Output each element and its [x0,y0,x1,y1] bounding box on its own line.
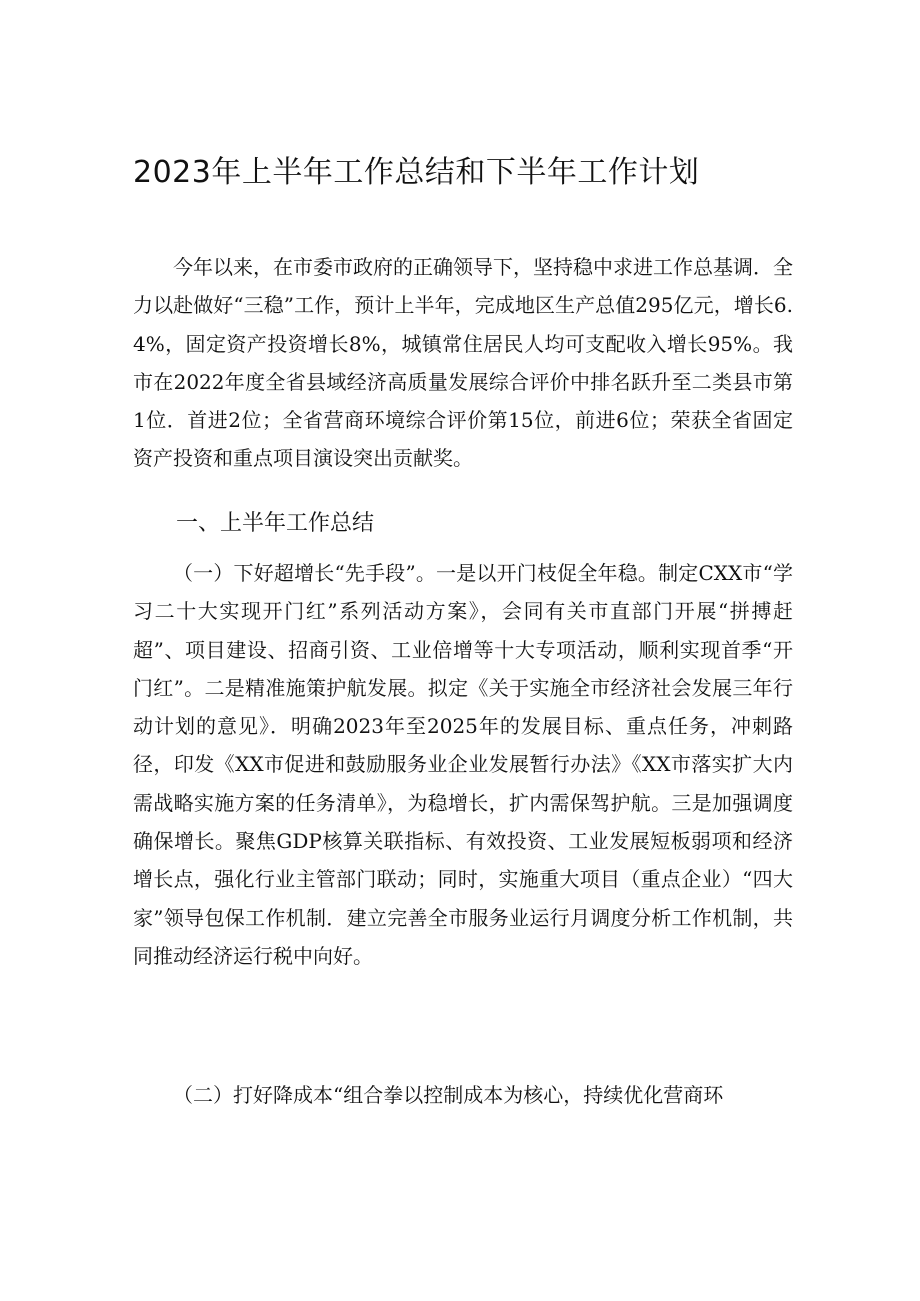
intro-paragraph: 今年以来，在市委市政府的正确领导下，坚持稳中求进工作总基调．全力以赴做好“三稳”工作，预计上半年，完成地区生产总值295亿元，增长6.4%，固定资产投资增长8%，城镇常住居民人均可支配收入增长95%。我市在2022年度全省县域经济高质量发展综合评价中排名跃升至二类县市第1位．首进2位；全省营商环境综合评价第15位，前进6位；荣获全省固定资产投资和重点项目演设突出贡献奖。 [133,255,793,471]
section-heading-first-half-summary: 一、上半年工作总结 [176,511,375,536]
section1-item1-paragraph: （一）下好超增长“先手段”。一是以开门枝促全年稳。制定CXX市“学习二十大实现开门红”系列活动方案》，会同有关市直部门开展“拼搏赶超”、项目建设、招商引资、工业倍增等十大专项活动，顺利实现首季“开门红”。二是精准施策护航发展。拟定《关于实施全市经济社会发展三年行动计划的意见》．明确2023年至2025年的发展目标、重点任务，冲刺路径，印发《XX市促进和鼓励服务业企业发展暂行办法》《XX市落实扩大内需战略实施方案的任务清单》，为稳增长，扩内需保驾护航。三是加强调度确保增长。聚焦GDP核算关联指标、有效投资、工业发展短板弱项和经济增长点，强化行业主管部门联动；同时，实施重大项目（重点企业）“四大家”领导包保工作机制．建立完善全市服务业运行月调度分析工作机制，共同推动经济运行税中向好。 [133,561,793,968]
section1-item2-paragraph: （二）打好降成本“组合拳以控制成本为核心，持续优化营商环 [173,1083,724,1107]
document-title: 2023年上半年工作总结和下半年工作计划 [133,155,700,190]
